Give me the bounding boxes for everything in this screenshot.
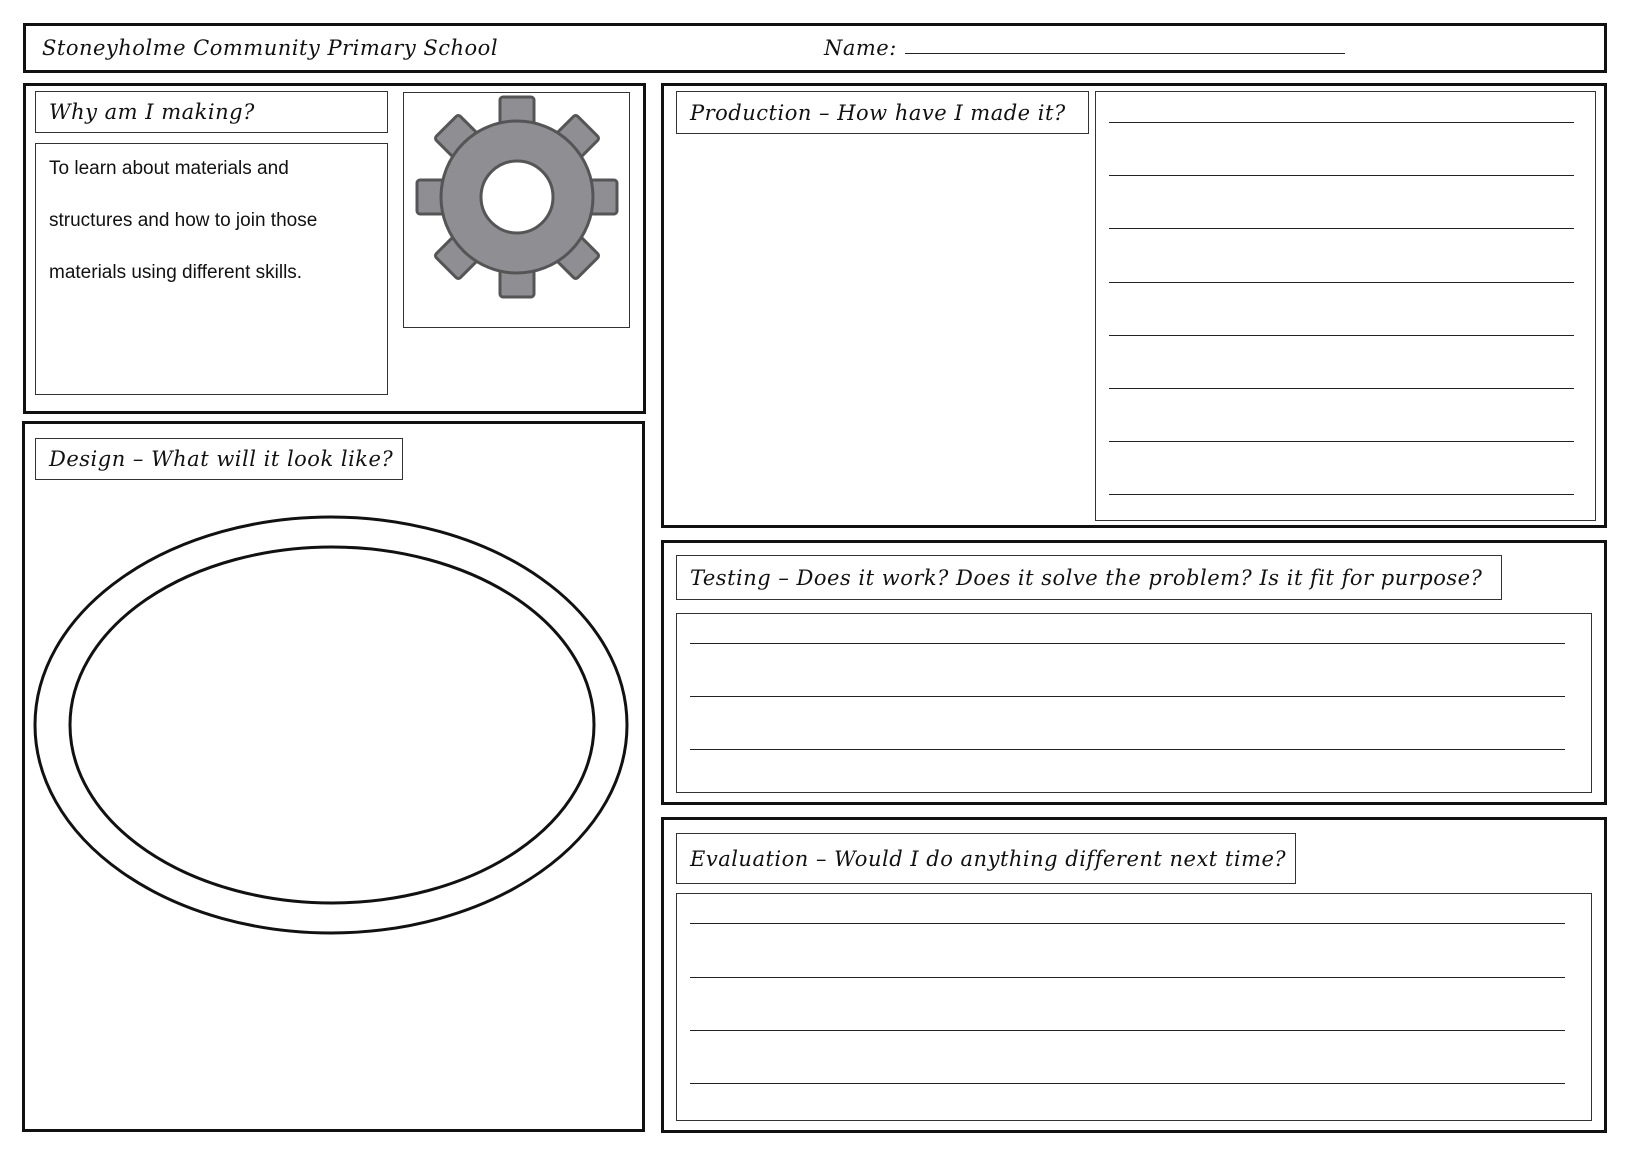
testing-line [690,749,1565,750]
why-text-box [35,143,388,395]
testing-line [690,696,1565,697]
why-line-3: materials using different skills. [49,262,303,283]
production-line [1109,228,1574,229]
why-line-1: To learn about materials and [49,158,289,179]
production-line [1109,388,1574,389]
design-oval-frame[interactable] [33,512,635,944]
design-heading [35,438,403,480]
evaluation-heading [676,833,1296,884]
gear-icon [404,93,629,327]
testing-lines-box[interactable] [676,613,1592,793]
testing-heading [676,555,1502,600]
evaluation-line [690,1083,1565,1084]
production-line [1109,175,1574,176]
production-heading-text: Production – How have I made it? [690,100,1066,125]
production-line [1109,122,1574,123]
evaluation-lines-box[interactable] [676,893,1592,1121]
evaluation-line [690,977,1565,978]
production-heading [676,91,1089,134]
evaluation-heading-text: Evaluation – Would I do anything different next time? [690,846,1287,871]
why-heading [35,91,388,133]
why-line-2: structures and how to join those [49,210,318,231]
evaluation-line [690,1030,1565,1031]
name-label: Name: [824,36,897,60]
testing-line [690,643,1565,644]
production-line [1109,441,1574,442]
design-heading-text: Design – What will it look like? [49,447,394,471]
school-name: Stoneyholme Community Primary School [42,36,499,60]
header-bar [23,23,1607,73]
evaluation-line [690,923,1565,924]
name-field[interactable] [905,53,1345,54]
testing-heading-text: Testing – Does it work? Does it solve the problem? Is it fit for purpose? [690,565,1483,590]
production-line [1109,335,1574,336]
why-heading-text: Why am I making? [49,100,255,124]
gear-icon-frame [403,92,630,328]
production-lines-box[interactable] [1095,91,1596,521]
production-line [1109,282,1574,283]
production-line [1109,494,1574,495]
